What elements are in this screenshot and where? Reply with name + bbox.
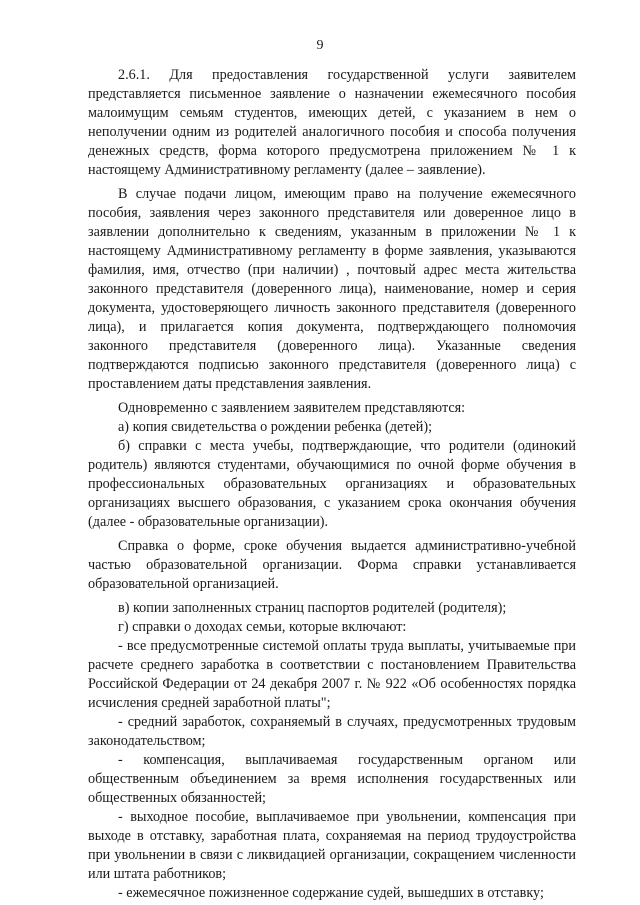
income-item-judges: - ежемесячное пожизненное содержание судей, вышедших в отставку; [118, 885, 544, 901]
list-item-g: г) справки о доходах семьи, которые включают: [118, 619, 407, 635]
income-item-average-earnings: - средний заработок, сохраняемый в случаях, предусмотренных трудовым законодательством; [88, 714, 576, 749]
income-item-payments: - все предусмотренные системой оплаты труда выплаты, учитываемые при расчете среднего заработка в соответствии с постановлением Правительства Российской Федерации от 24 декабря 2007 г. № 922 «Об особенностях порядка исчисления средней заработной платы"; [88, 638, 576, 711]
income-item-severance: - выходное пособие, выплачиваемое при увольнении, компенсация при выходе в отставку, заработная плата, сохраняемая на период трудоустройства при увольнении в связи с ликвидацией организации, сокращением численности или штата работников; [88, 809, 576, 882]
list-item-a: а) копия свидетельства о рождении ребенка (детей); [118, 419, 433, 435]
paragraph-2-6-1: 2.6.1. Для предоставления государственной услуги заявителем представляется письменное заявление о назначении ежемесячного пособия малоимущим семьям студентов, имеющих детей, с указанием в нем о неполучении одним из родителей аналогичного пособия и способа получения денежных средств, форма которого предусмотрена приложением № 1 к настоящему Административному регламенту (далее – заявление). [88, 67, 576, 178]
paragraph-certificate-form: Справка о форме, сроке обучения выдается административно-учебной частью образовательной организации. Форма справки устанавливается образовательной организацией. [88, 538, 576, 592]
list-item-b: б) справки с места учебы, подтверждающие, что родители (одинокий родитель) являются студентами, обучающимися по очной форме обучения в профессиональных образовательных организациях и образовательных организациях высшего образования, с указанием срока окончания обучения (далее - образовательные организации). [88, 438, 576, 530]
paragraph-representative: В случае подачи лицом, имеющим право на получение ежемесячного пособия, заявления через законного представителя или доверенное лицо в заявлении дополнительно к сведениям, указанным в приложении № 1 к настоящему Административному регламенту в форме заявления, указываются фамилия, имя, отчество (при наличии) , почтовый адрес места жительства законного представителя (доверенного лица), наименование, номер и серия документа, удостоверяющего личность законного представителя (доверенного лица), и прилагается копия документа, подтверждающего полномочия законного представителя (доверенного лица). Указанные сведения подтверждаются подписью законного представителя (доверенного лица) с проставлением даты представления заявления. [88, 186, 576, 392]
paragraph-documents-intro: Одновременно с заявлением заявителем представляются: [118, 400, 466, 416]
income-item-compensation: - компенсация, выплачиваемая государственным органом или общественным объединением за время исполнения государственных или общественных обязанностей; [88, 752, 576, 806]
page-number: 9 [316, 38, 324, 53]
document-body [88, 66, 576, 903]
list-item-v: в) копии заполненных страниц паспортов родителей (родителя); [118, 600, 507, 616]
